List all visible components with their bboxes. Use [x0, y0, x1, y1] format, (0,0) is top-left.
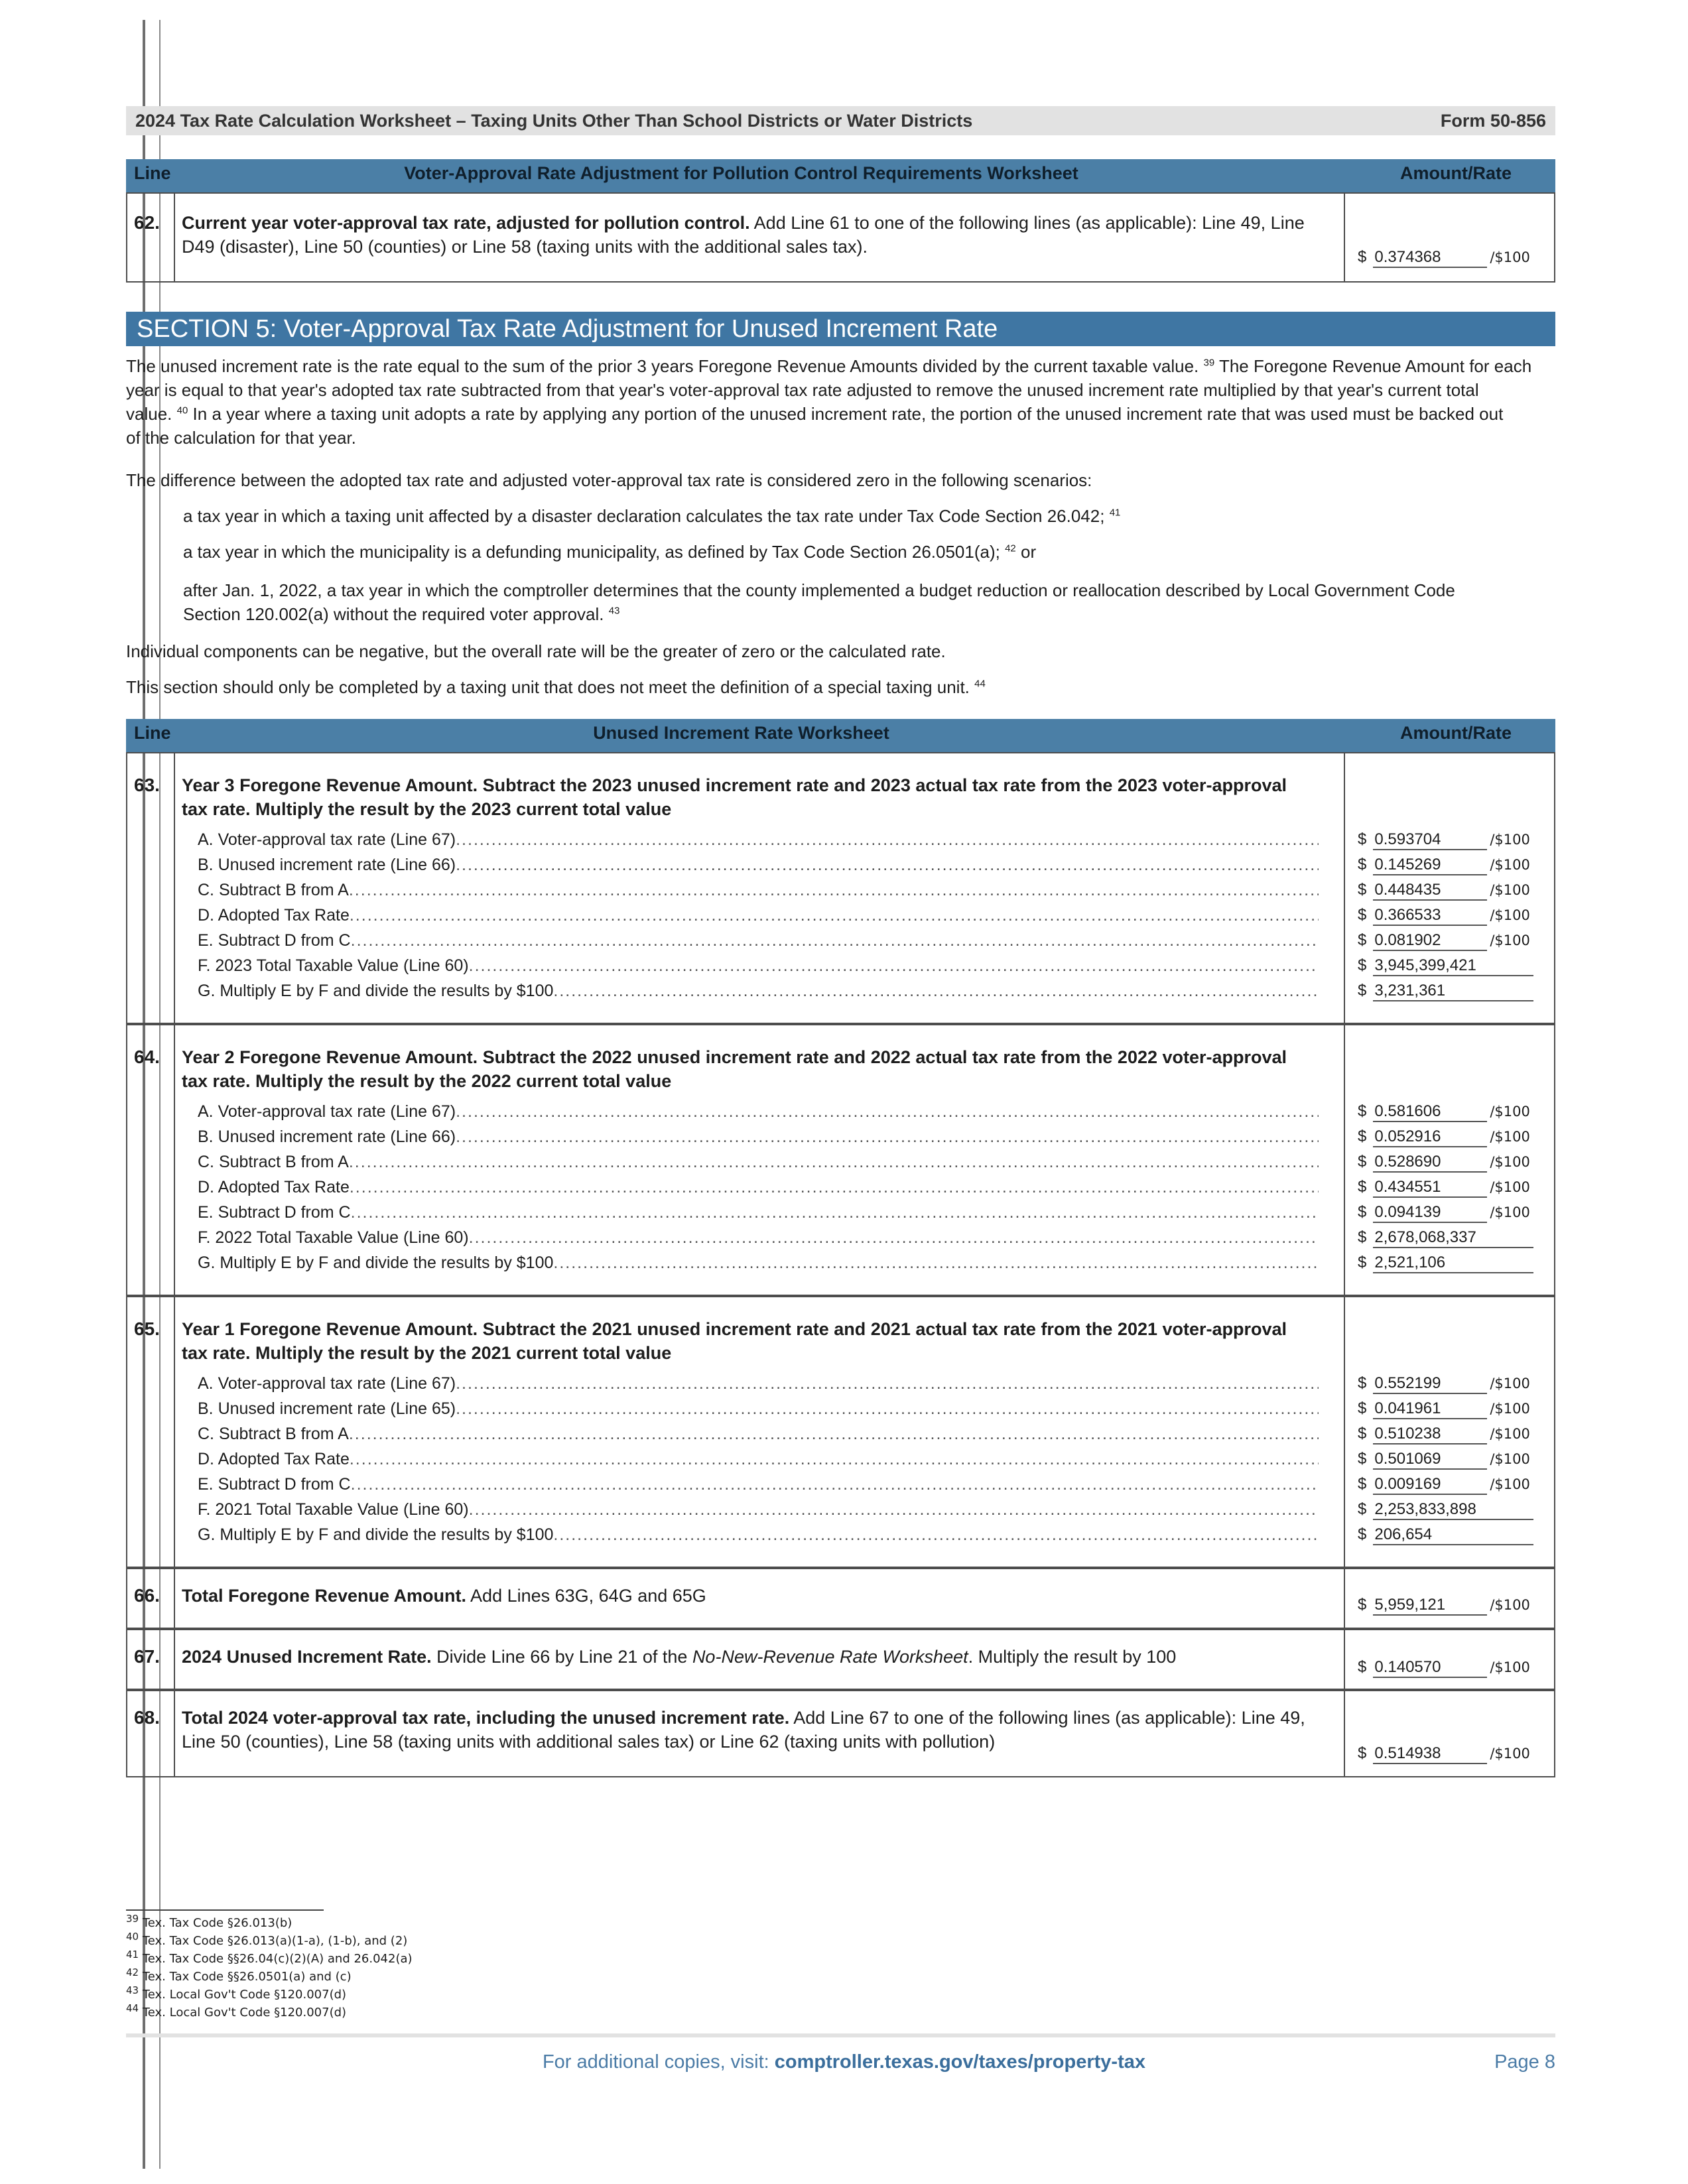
page-number: Page 8 [1494, 2051, 1555, 2073]
intro-text: of the calculation for that year. [126, 428, 356, 448]
line-text: Divide Line 66 by Line 21 of the [431, 1647, 692, 1667]
unused-increment-worksheet-header [126, 719, 1555, 752]
line-65-row [126, 1296, 1555, 1568]
line-text: Add Lines 63G, 64G and 65G [466, 1586, 706, 1606]
line-text: D49 (disaster), Line 50 (counties) or Line 58 (taxing units with the additional sales tax). [182, 237, 868, 257]
footnote-text: Tex. Tax Code §26.013(a)(1-a), (1-b), and (2) [142, 1934, 408, 1948]
subline-e [198, 929, 1319, 952]
footnote-ref: 43 [608, 605, 620, 617]
subline-b [198, 1397, 1319, 1421]
line-title: Year 1 Foregone Revenue Amount. Subtract the 2021 unused increment rate and 2021 actual tax rate from the 2021 voter-approval [182, 1319, 1287, 1339]
amount-value: 0.366533 [1373, 906, 1487, 926]
subline-a [198, 828, 1319, 852]
amount-field[interactable] [1358, 1175, 1557, 1199]
worksheet-reference: No-New-Revenue Rate Worksheet [692, 1647, 968, 1667]
amount-column-header: Amount/Rate [1400, 163, 1512, 183]
currency-symbol: $ [1358, 1425, 1367, 1443]
amount-cell-divider [1344, 753, 1345, 1023]
line-title: Current year voter-approval tax rate, adjusted for pollution control. [182, 213, 750, 233]
footnote [126, 1914, 413, 1932]
line-number: 66. [134, 1585, 160, 1606]
comptroller-link[interactable]: comptroller.texas.gov/taxes/property-tax [774, 2051, 1146, 2073]
line-63-row [126, 752, 1555, 1024]
intro-text: In a year where a taxing unit adopts a rate by applying any portion of the unused increment rate, the portion of the unused increment rate that was used must be backed out [192, 404, 1504, 424]
subline-g [198, 1523, 1319, 1547]
subline-label: D. Adopted Tax Rate [198, 906, 350, 925]
subline-label: C. Subtract B from A [198, 1425, 349, 1443]
form-title: 2024 Tax Rate Calculation Worksheet – Taxing Units Other Than School Districts or Water Districts [135, 110, 973, 131]
subline-c [198, 1150, 1319, 1174]
amount-value: 2,678,068,337 [1373, 1228, 1533, 1248]
currency-symbol: $ [1358, 1450, 1367, 1468]
subline-label: B. Unused increment rate (Line 66) [198, 1127, 456, 1146]
footnote [126, 2004, 413, 2022]
amount-value: 0.140570 [1373, 1658, 1487, 1678]
footnote-divider [126, 1909, 324, 1911]
dot-leader [349, 1150, 1319, 1174]
amount-field[interactable] [1358, 853, 1557, 877]
subline-a [198, 1100, 1319, 1124]
subline-label: F. 2021 Total Taxable Value (Line 60) [198, 1500, 469, 1519]
amount-cell-divider [1344, 194, 1345, 281]
footer-note [0, 2051, 1688, 2073]
amount-field[interactable] [1358, 1742, 1557, 1766]
amount-value: 0.081902 [1373, 931, 1487, 951]
intro-text: value. [126, 404, 172, 424]
dot-leader [456, 853, 1319, 877]
amount-field[interactable] [1358, 245, 1557, 269]
worksheet-title: Voter-Approval Rate Adjustment for Pollution Control Requirements Worksheet [404, 163, 1078, 183]
amount-unit: /$100 [1490, 1659, 1530, 1675]
footnote-number: 43 [126, 1984, 139, 1996]
subline-label: D. Adopted Tax Rate [198, 1178, 350, 1196]
footnote-text: Tex. Tax Code §26.013(b) [142, 1916, 292, 1930]
amount-field[interactable] [1358, 1251, 1557, 1275]
amount-cell-divider [1344, 1691, 1345, 1776]
amount-column-header: Amount/Rate [1400, 723, 1512, 743]
amount-cell-divider [1344, 1025, 1345, 1295]
intro-text: year is equal to that year's adopted tax rate subtracted from that year's voter-approval tax rate adjusted to remove the unused increment rate multiplied by that year's current total [126, 380, 1479, 400]
line-text: . Multiply the result by 100 [968, 1647, 1177, 1667]
dot-leader [350, 1175, 1319, 1199]
subline-a [198, 1372, 1319, 1395]
currency-symbol: $ [1358, 956, 1367, 974]
amount-value: 206,654 [1373, 1525, 1533, 1545]
subline-label: G. Multiply E by F and divide the results by $100 [198, 1525, 554, 1544]
bullet-text: a tax year in which the municipality is a defunding municipality, as defined by Tax Code Section 26.0501(a); [183, 542, 1000, 562]
amount-unit: /$100 [1490, 932, 1530, 948]
amount-unit: /$100 [1490, 1179, 1530, 1195]
amount-unit: /$100 [1490, 1597, 1530, 1613]
dot-leader [456, 1372, 1319, 1395]
pollution-worksheet-header [126, 159, 1555, 192]
subline-g [198, 1251, 1319, 1275]
subline-g [198, 979, 1319, 1003]
footnote-text: Tex. Local Gov't Code §120.007(d) [142, 1988, 347, 2002]
footnote-ref: 42 [1005, 543, 1016, 554]
footnote [126, 1950, 413, 1968]
dot-leader [553, 979, 1319, 1003]
dot-leader [469, 1226, 1319, 1250]
amount-field[interactable] [1358, 1397, 1557, 1421]
scenarios-intro: The difference between the adopted tax rate and adjusted voter-approval tax rate is considered zero in the following scenarios: [126, 470, 1092, 490]
subline-d [198, 1447, 1319, 1471]
amount-value: 0.581606 [1373, 1102, 1487, 1122]
currency-symbol: $ [1358, 1153, 1367, 1171]
amount-unit: /$100 [1490, 1746, 1530, 1762]
dot-leader [456, 1125, 1319, 1149]
currency-symbol: $ [1358, 1374, 1367, 1392]
subline-e [198, 1200, 1319, 1224]
section-5-heading: SECTION 5: Voter-Approval Tax Rate Adjustment for Unused Increment Rate [126, 312, 1555, 346]
subline-d [198, 903, 1319, 927]
currency-symbol: $ [1358, 906, 1367, 924]
amount-field[interactable] [1358, 1100, 1557, 1124]
footnote-ref: 40 [176, 405, 188, 417]
line-number: 67. [134, 1646, 160, 1667]
subline-label: A. Voter-approval tax rate (Line 67) [198, 830, 456, 849]
subline-label: F. 2022 Total Taxable Value (Line 60) [198, 1228, 469, 1247]
intro-text: The Foregone Revenue Amount for each [1218, 356, 1532, 376]
dot-leader [456, 1397, 1319, 1421]
subline-label: G. Multiply E by F and divide the results by $100 [198, 1253, 554, 1272]
subline-f [198, 954, 1319, 978]
subline-c [198, 1422, 1319, 1446]
subline-f [198, 1226, 1319, 1250]
dot-leader [350, 1447, 1319, 1471]
line-title: Total 2024 voter-approval tax rate, including the unused increment rate. [182, 1708, 790, 1728]
amount-field[interactable] [1358, 1226, 1557, 1250]
amount-unit: /$100 [1490, 1129, 1530, 1145]
line-description [182, 1706, 1323, 1754]
individual-components-note: Individual components can be negative, but the overall rate will be the greater of zero or the calculated rate. [126, 641, 946, 661]
line-64-row [126, 1024, 1555, 1296]
line-number: 65. [134, 1318, 160, 1339]
amount-value: 2,253,833,898 [1373, 1500, 1533, 1520]
line-description [182, 211, 1323, 259]
amount-field[interactable] [1358, 1655, 1557, 1679]
footnote-number: 40 [126, 1931, 139, 1943]
amount-value: 0.374368 [1373, 248, 1487, 268]
amount-field[interactable] [1358, 1125, 1557, 1149]
subline-label: A. Voter-approval tax rate (Line 67) [198, 1374, 456, 1393]
amount-value: 2,521,106 [1373, 1253, 1533, 1273]
subline-label: C. Subtract B from A [198, 881, 349, 899]
line-text: Add Line 67 to one of the following lines (as applicable): Line 49, [789, 1708, 1305, 1728]
amount-unit: /$100 [1490, 832, 1530, 848]
line-67-row [126, 1629, 1555, 1690]
special-taxing-unit-note [126, 675, 1552, 699]
line-66-row [126, 1568, 1555, 1629]
amount-field[interactable] [1358, 1523, 1557, 1547]
subline-label: E. Subtract D from C [198, 1475, 351, 1494]
line-description [182, 1317, 1323, 1365]
amount-value: 0.094139 [1373, 1203, 1487, 1223]
subline-label: E. Subtract D from C [198, 1203, 351, 1222]
amount-value: 3,945,399,421 [1373, 956, 1533, 976]
footnote-text: Tex. Local Gov't Code §120.007(d) [142, 2006, 347, 2020]
amount-cell-divider [1344, 1297, 1345, 1567]
currency-symbol: $ [1358, 881, 1367, 899]
footnote-number: 41 [126, 1949, 139, 1960]
amount-field[interactable] [1358, 1498, 1557, 1521]
currency-symbol: $ [1358, 982, 1367, 999]
currency-symbol: $ [1358, 856, 1367, 873]
worksheet-title: Unused Increment Rate Worksheet [593, 723, 889, 743]
amount-unit: /$100 [1490, 882, 1530, 898]
scenario-bullet [183, 578, 1549, 626]
dot-leader [350, 903, 1319, 927]
line-text: Line 50 (counties), Line 58 (taxing units with additional sales tax) or Line 62 (taxing units with pollution) [182, 1732, 996, 1752]
line-title: Year 3 Foregone Revenue Amount. Subtract the 2023 unused increment rate and 2023 actual tax rate from the 2023 voter-approval [182, 775, 1287, 795]
line-description [182, 1045, 1323, 1093]
dot-leader [349, 1422, 1319, 1446]
amount-field[interactable] [1358, 929, 1557, 952]
footer-text: For additional copies, visit: [542, 2051, 775, 2073]
footnote-ref: 39 [1203, 357, 1215, 369]
amount-value: 0.514938 [1373, 1744, 1487, 1764]
amount-unit: /$100 [1490, 1401, 1530, 1417]
line-number: 63. [134, 775, 160, 795]
amount-cell-divider [1344, 1569, 1345, 1628]
footnote-number: 44 [126, 2002, 139, 2014]
line-text: Add Line 61 to one of the following lines (as applicable): Line 49, Line [749, 213, 1305, 233]
currency-symbol: $ [1358, 1596, 1367, 1614]
subline-label: A. Voter-approval tax rate (Line 67) [198, 1102, 456, 1121]
currency-symbol: $ [1358, 1399, 1367, 1417]
note-text: This section should only be completed by a taxing unit that does not meet the definition of a special taxing unit. [126, 677, 970, 697]
line-number-cell [127, 194, 175, 281]
amount-field[interactable] [1358, 979, 1557, 1003]
line-column-header: Line [134, 723, 171, 743]
line-title: tax rate. Multiply the result by the 2022 current total value [182, 1071, 672, 1091]
footnote-text: Tex. Tax Code §§26.04(c)(2)(A) and 26.042(a) [142, 1952, 413, 1966]
footnote-ref: 44 [974, 678, 986, 690]
dot-leader [351, 929, 1319, 952]
footnote-number: 39 [126, 1913, 139, 1925]
intro-text: The unused increment rate is the rate equal to the sum of the prior 3 years Foregone Revenue Amounts divided by the current taxable value. [126, 356, 1199, 376]
amount-value: 0.448435 [1373, 881, 1487, 901]
line-description [182, 1645, 1323, 1669]
form-number: Form 50-856 [1440, 110, 1546, 131]
currency-symbol: $ [1358, 1127, 1367, 1145]
currency-symbol: $ [1358, 1203, 1367, 1221]
footnote-list [126, 1914, 413, 2022]
footnote-number: 42 [126, 1966, 139, 1978]
line-description [182, 773, 1323, 821]
amount-value: 0.041961 [1373, 1399, 1487, 1419]
line-title: tax rate. Multiply the result by the 2021 current total value [182, 1343, 672, 1363]
amount-field[interactable] [1358, 954, 1557, 978]
subline-b [198, 1125, 1319, 1149]
dot-leader [469, 954, 1319, 978]
subline-e [198, 1472, 1319, 1496]
subline-label: E. Subtract D from C [198, 931, 351, 950]
line-68-row [126, 1690, 1555, 1777]
line-number: 68. [134, 1707, 160, 1728]
dot-leader [349, 878, 1319, 902]
dot-leader [469, 1498, 1319, 1521]
subline-f [198, 1498, 1319, 1521]
subline-d [198, 1175, 1319, 1199]
amount-value: 0.501069 [1373, 1450, 1487, 1470]
scenario-bullet [183, 504, 1549, 528]
currency-symbol: $ [1358, 1525, 1367, 1543]
amount-field[interactable] [1358, 878, 1557, 902]
subline-label: C. Subtract B from A [198, 1153, 349, 1171]
amount-field[interactable] [1358, 1372, 1557, 1395]
amount-field[interactable] [1358, 1200, 1557, 1224]
subline-b [198, 853, 1319, 877]
amount-unit: /$100 [1490, 1451, 1530, 1467]
amount-field[interactable] [1358, 828, 1557, 852]
amount-value: 0.528690 [1373, 1153, 1487, 1173]
line-title: Total Foregone Revenue Amount. [182, 1586, 467, 1606]
line-number-cell [127, 1691, 175, 1776]
amount-field[interactable] [1358, 1422, 1557, 1446]
amount-field[interactable] [1358, 1593, 1557, 1617]
amount-field[interactable] [1358, 1447, 1557, 1471]
currency-symbol: $ [1358, 1253, 1367, 1271]
amount-unit: /$100 [1490, 1376, 1530, 1391]
bullet-text: Section 120.002(a) without the required voter approval. [183, 604, 604, 624]
subline-label: B. Unused increment rate (Line 66) [198, 856, 456, 874]
line-number: 64. [134, 1047, 160, 1067]
amount-field[interactable] [1358, 1472, 1557, 1496]
amount-value: 0.434551 [1373, 1178, 1487, 1198]
bullet-text: a tax year in which a taxing unit affected by a disaster declaration calculates the tax rate under Tax Code Section 26.042; [183, 506, 1105, 526]
amount-unit: /$100 [1490, 1154, 1530, 1170]
amount-value: 0.052916 [1373, 1127, 1487, 1147]
currency-symbol: $ [1358, 1658, 1367, 1676]
footnote [126, 1986, 413, 2004]
bullet-text: after Jan. 1, 2022, a tax year in which the comptroller determines that the county implemented a budget reduction or reallocation described by Local Government Code [183, 580, 1455, 600]
amount-value: 0.593704 [1373, 830, 1487, 850]
amount-unit: /$100 [1490, 1104, 1530, 1120]
currency-symbol: $ [1358, 830, 1367, 848]
amount-value: 0.552199 [1373, 1374, 1487, 1394]
currency-symbol: $ [1358, 1744, 1367, 1762]
amount-unit: /$100 [1490, 1476, 1530, 1492]
subline-label: D. Adopted Tax Rate [198, 1450, 350, 1468]
currency-symbol: $ [1358, 248, 1367, 266]
line-column-header: Line [134, 163, 171, 183]
line-description [182, 1584, 1323, 1608]
subline-label: G. Multiply E by F and divide the results by $100 [198, 982, 554, 1000]
amount-field[interactable] [1358, 903, 1557, 927]
currency-symbol: $ [1358, 1500, 1367, 1518]
form-header [126, 106, 1555, 135]
currency-symbol: $ [1358, 931, 1367, 949]
amount-cell-divider [1344, 1630, 1345, 1689]
amount-value: 3,231,361 [1373, 982, 1533, 1001]
bullet-text: or [1015, 542, 1037, 562]
currency-symbol: $ [1358, 1102, 1367, 1120]
currency-symbol: $ [1358, 1475, 1367, 1493]
footnote-ref: 41 [1109, 507, 1121, 519]
footnote-text: Tex. Tax Code §§26.0501(a) and (c) [142, 1970, 352, 1984]
amount-unit: /$100 [1490, 907, 1530, 923]
dot-leader [456, 1100, 1319, 1124]
amount-unit: /$100 [1490, 1426, 1530, 1442]
dot-leader [553, 1523, 1319, 1547]
line-title: Year 2 Foregone Revenue Amount. Subtract the 2022 unused increment rate and 2022 actual tax rate from the 2022 voter-approval [182, 1047, 1287, 1067]
intro-paragraph [126, 354, 1552, 450]
dot-leader [351, 1200, 1319, 1224]
line-62-row [126, 192, 1555, 283]
currency-symbol: $ [1358, 1228, 1367, 1246]
amount-value: 0.145269 [1373, 856, 1487, 875]
amount-value: 5,959,121 [1373, 1596, 1487, 1616]
dot-leader [553, 1251, 1319, 1275]
dot-leader [456, 828, 1319, 852]
subline-c [198, 878, 1319, 902]
scenario-bullet [183, 540, 1549, 564]
subline-label: F. 2023 Total Taxable Value (Line 60) [198, 956, 469, 975]
amount-unit: /$100 [1490, 249, 1530, 265]
footer-divider [126, 2033, 1555, 2037]
currency-symbol: $ [1358, 1178, 1367, 1196]
amount-field[interactable] [1358, 1150, 1557, 1174]
line-title: tax rate. Multiply the result by the 2023 current total value [182, 799, 672, 819]
line-title: 2024 Unused Increment Rate. [182, 1647, 432, 1667]
dot-leader [351, 1472, 1319, 1496]
footnote [126, 1932, 413, 1950]
footnote [126, 1968, 413, 1986]
amount-unit: /$100 [1490, 857, 1530, 873]
line-number: 62. [134, 212, 160, 233]
amount-unit: /$100 [1490, 1204, 1530, 1220]
amount-value: 0.510238 [1373, 1425, 1487, 1445]
subline-label: B. Unused increment rate (Line 65) [198, 1399, 456, 1418]
amount-value: 0.009169 [1373, 1475, 1487, 1495]
